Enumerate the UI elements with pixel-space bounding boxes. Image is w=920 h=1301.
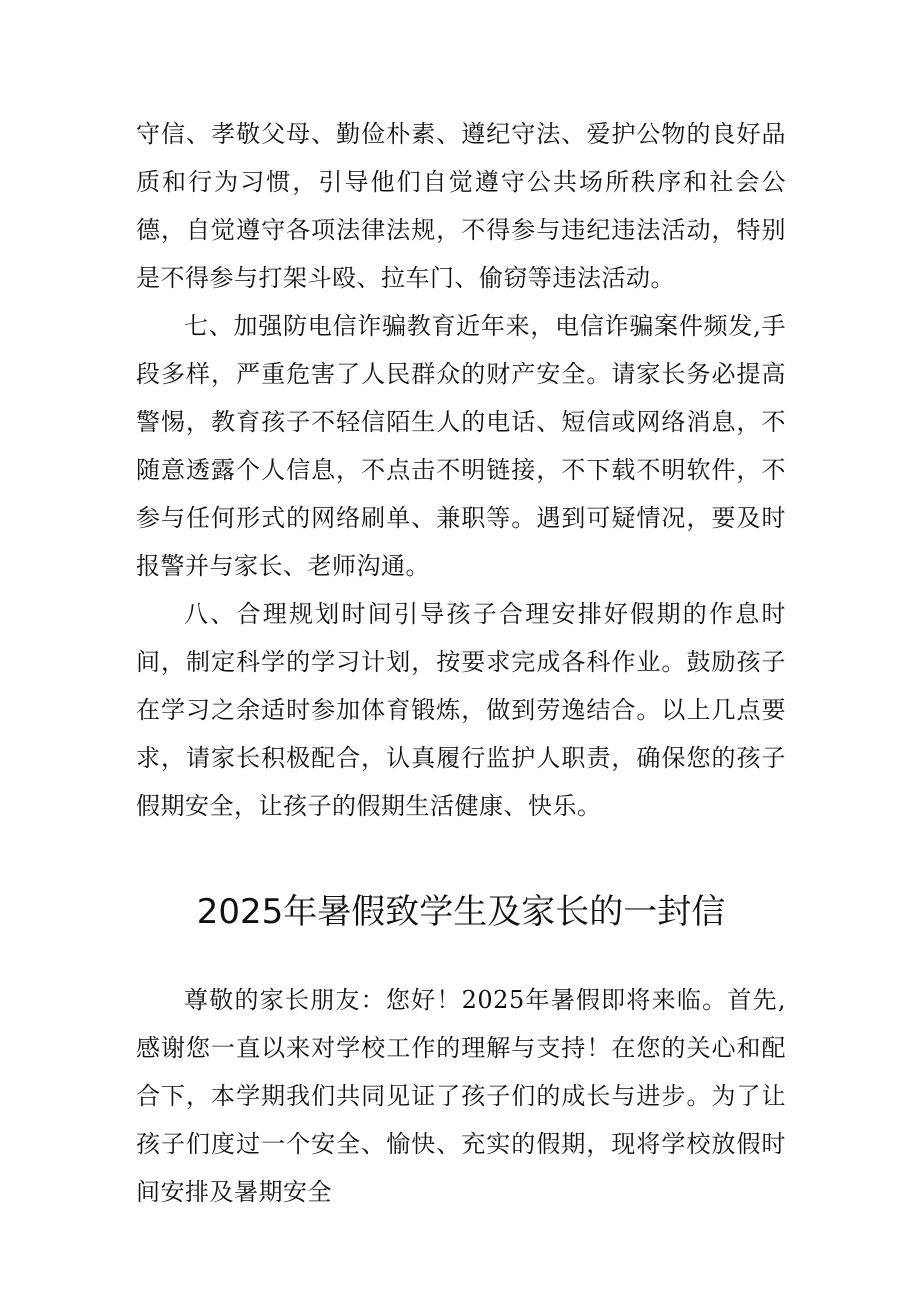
letter-title: 2025年暑假致学生及家长的一封信 — [196, 892, 726, 932]
paragraph-item-7: 七、加强防电信诈骗教育近年来，电信诈骗案件频发,手段多样，严重危害了人民群众的财产安全。请家长务必提高警惕，教育孩子不轻信陌生人的电话、短信或网络消息，不随意透露个人信息，不点击不明链接，不下载不明软件，不参与任何形式的网络刷单、兼职等。遇到可疑情况，要及时报警并与家长、老师沟通。 — [136, 312, 786, 580]
paragraph-continued: 守信、孝敬父母、勤俭朴素、遵纪守法、爱护公物的良好品质和行为习惯，引导他们自觉遵守公共场所秩序和社会公德，自觉遵守各项法律法规，不得参与违纪违法活动，特别是不得参与打架斗殴、拉车门、偷窃等违法活动。 — [136, 120, 786, 292]
document-body — [136, 110, 786, 1216]
paragraph-greeting: 尊敬的家长朋友：您好！2025年暑假即将来临。首先,感谢您一直以来对学校工作的理解与支持！在您的关心和配合下，本学期我们共同见证了孩子们的成长与进步。为了让孩子们度过一个安全、愉快、充实的假期，现将学校放假时间安排及暑期安全 — [136, 986, 786, 1206]
paragraph-item-8: 八、合理规划时间引导孩子合理安排好假期的作息时间，制定科学的学习计划，按要求完成各科作业。鼓励孩子在学习之余适时参加体育锻炼，做到劳逸结合。以上几点要求，请家长积极配合，认真履行监护人职责，确保您的孩子假期安全，让孩子的假期生活健康、快乐。 — [136, 600, 786, 820]
